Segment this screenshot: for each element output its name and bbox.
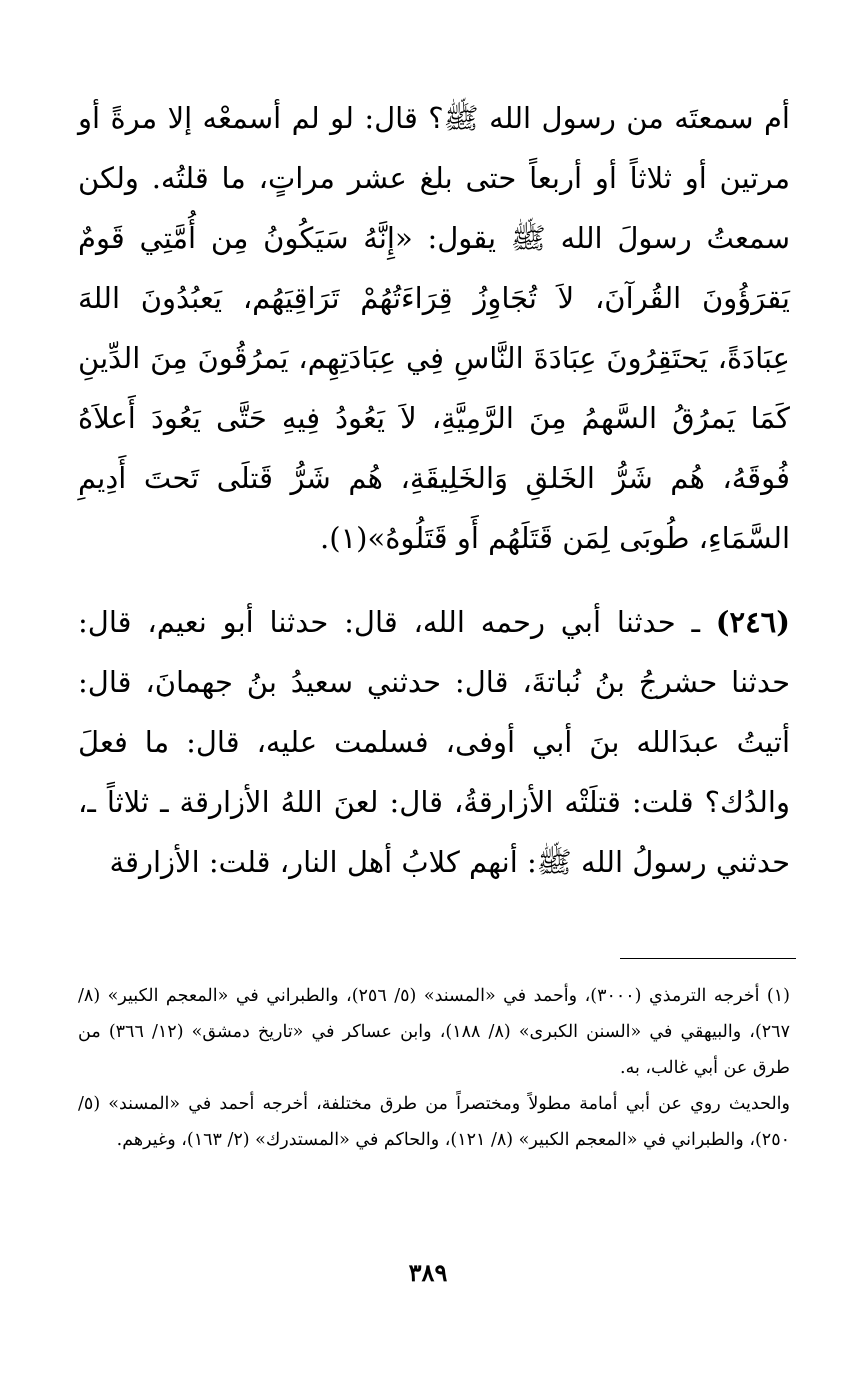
hadith-246-text: ـ حدثنا أبي رحمه الله، قال: حدثنا أبو نعيم، قال: حدثنا حشرجُ بنُ نُباتةَ، قال: حدثني سعيدُ بنُ جهمانَ، قال: أتيتُ عبدَالله بنَ أبي أوفى، فسلمت عليه، قال: ما فعلَ والدُك؟ قلت: قتلَتْه الأزارقةُ، قال: لعنَ اللهُ الأزارقة ـ ثلاثاً ـ، حدثني رسولُ الله ﷺ: أنهم كلابُ أهل النار، قلت: الأزارقة	[78, 605, 790, 879]
footnote-1: (١) أخرجه الترمذي (٣٠٠٠)، وأحمد في «المسند» (٥/ ٢٥٦)، والطبراني في «المعجم الكبير» (٨/ ٢٦٧)، والبيهقي في «السنن الكبرى» (٨/ ١٨٨)، وابن عساكر في «تاريخ دمشق» (١٢/ ٣٦٦) من طرق عن أبي غالب، به.	[78, 986, 790, 1078]
footnote-1-continuation: والحديث روي عن أبي أمامة مطولاً ومختصراً من طرق مختلفة، أخرجه أحمد في «المسند» (٥/ ٢٥٠)، والطبراني في «المعجم الكبير» (٨/ ١٢١)، والحاكم في «المستدرك» (٢/ ١٦٣)، وغيرهم.	[78, 1094, 790, 1150]
footnote-divider	[620, 958, 796, 959]
page-number: ٣٨٩	[408, 1258, 448, 1287]
footnotes	[78, 978, 790, 1158]
paragraph-hadith-246	[78, 592, 790, 892]
paragraph-hadith-text: أم سمعتَه من رسول الله ﷺ؟ قال: لو لم أسمعْه إلا مرةً أو مرتين أو ثلاثاً أو أربعاً حتى بلغ عشر مراتٍ، ما قلتُه. ولكن سمعتُ رسولَ الله ﷺ يقول: «إِنَّهُ سَيَكُونُ مِن أُمَّتِي قَومٌ يَقرَؤُونَ القُرآنَ، لاَ تُجَاوِزُ قِرَاءَتُهُمْ تَرَاقِيَهُم، يَعبُدُونَ اللهَ عِبَادَةً، يَحتَقِرُونَ عِبَادَةَ النَّاسِ فِي عِبَادَتِهِم، يَمرُقُونَ مِنَ الدِّينِ كَمَا يَمرُقُ السَّهمُ مِنَ الرَّمِيَّةِ، لاَ يَعُودُ فِيهِ حَتَّى يَعُودَ أَعلاَهُ فُوقَهُ، هُم شَرُّ الخَلقِ وَالخَلِيقَةِ، هُم شَرُّ قَتلَى تَحتَ أَدِيمِ السَّمَاءِ، طُوبَى لِمَن قَتَلَهُم أَو قَتَلُوهُ»(١).	[78, 101, 790, 555]
hadith-number: (٢٤٦)	[715, 605, 790, 639]
main-text	[78, 88, 790, 892]
